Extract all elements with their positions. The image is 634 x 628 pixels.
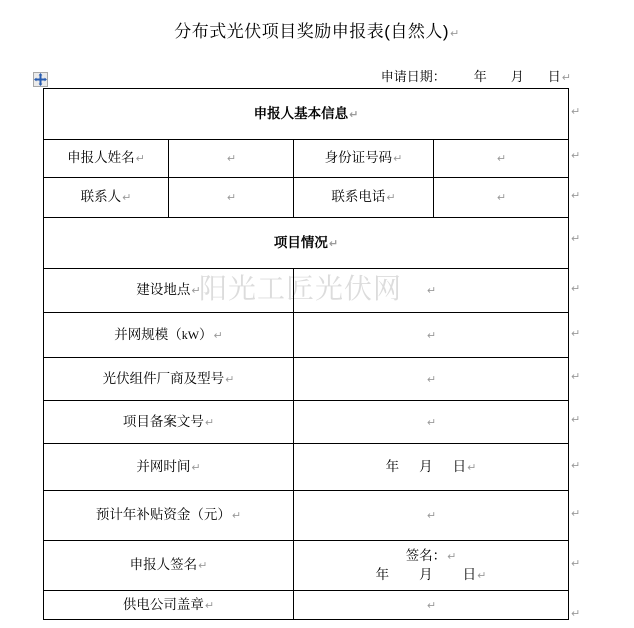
section-header-project-info: 项目情况↵	[44, 218, 569, 269]
paragraph-mark-icon: ↵	[426, 372, 437, 386]
signature-year: 年	[375, 566, 390, 582]
field-applicant-signature[interactable]	[294, 541, 569, 591]
table-row	[44, 178, 569, 218]
label-estimated-subsidy: 预计年补贴资金（元）↵	[44, 491, 294, 541]
paragraph-mark-icon: ↵	[426, 328, 437, 342]
paragraph-mark-icon: ↵	[204, 415, 215, 429]
field-applicant-name[interactable]	[169, 140, 294, 178]
paragraph-mark-icon: ↵	[393, 152, 403, 165]
paragraph-mark-icon: ↵	[571, 282, 581, 295]
application-form-table	[43, 88, 569, 620]
label-contact-person: 联系人↵	[44, 178, 169, 218]
label-power-company-seal: 供电公司盖章↵	[44, 591, 294, 620]
paragraph-mark-icon: ↵	[386, 191, 396, 204]
table-row	[44, 401, 569, 444]
paragraph-mark-icon: ↵	[571, 557, 581, 570]
paragraph-mark-icon: ↵	[191, 460, 201, 474]
table-move-handle-icon[interactable]	[33, 72, 48, 87]
label-pv-module-maker: 光伏组件厂商及型号↵	[44, 358, 294, 401]
paragraph-mark-icon: ↵	[328, 236, 339, 250]
field-grid-connection-date[interactable]	[294, 444, 569, 491]
paragraph-mark-icon: ↵	[226, 191, 237, 204]
grid-date-year: 年	[385, 458, 400, 474]
signature-month: 月	[419, 566, 433, 582]
table-row	[44, 491, 569, 541]
apply-date-day: 日	[547, 69, 561, 84]
paragraph-mark-icon: ↵	[426, 284, 437, 297]
paragraph-mark-icon: ↵	[571, 413, 581, 426]
table-row	[44, 313, 569, 358]
table-row	[44, 591, 569, 620]
paragraph-mark-icon: ↵	[225, 372, 235, 386]
paragraph-mark-icon: ↵	[447, 549, 457, 563]
page-title	[0, 20, 634, 46]
table-row	[44, 218, 569, 269]
field-contact-phone[interactable]	[434, 178, 569, 218]
row-end-marks	[571, 88, 591, 628]
signature-day: 日	[462, 566, 477, 582]
paragraph-mark-icon: ↵	[571, 149, 581, 162]
apply-date-month: 月	[510, 69, 524, 84]
paragraph-mark-icon: ↵	[135, 152, 145, 165]
field-power-company-seal[interactable]	[294, 591, 569, 620]
table-row	[44, 358, 569, 401]
unit-kw: kW	[181, 327, 200, 342]
field-estimated-subsidy[interactable]	[294, 491, 569, 541]
paragraph-mark-icon: ↵	[571, 507, 581, 520]
label-grid-capacity: 并网规模（kW）↵	[44, 313, 294, 358]
page-title-text: 分布式光伏项目奖励申报表(自然人)	[174, 22, 450, 41]
label-construction-site: 建设地点↵	[44, 269, 294, 313]
paragraph-mark-icon: ↵	[122, 191, 132, 204]
signature-label: 签名：	[405, 547, 447, 563]
label-id-number: 身份证号码↵	[294, 140, 434, 178]
paragraph-mark-icon: ↵	[496, 152, 507, 165]
field-contact-person[interactable]	[169, 178, 294, 218]
paragraph-mark-icon: ↵	[349, 107, 359, 121]
paragraph-mark-icon: ↵	[571, 189, 581, 202]
paragraph-mark-icon: ↵	[204, 598, 215, 612]
label-project-filing-no: 项目备案文号↵	[44, 401, 294, 444]
paragraph-mark-icon: ↵	[571, 327, 581, 340]
apply-date-year: 年	[473, 69, 487, 84]
apply-date-line	[43, 68, 571, 87]
paragraph-mark-icon: ↵	[561, 71, 571, 84]
field-project-filing-no[interactable]	[294, 401, 569, 444]
paragraph-mark-icon: ↵	[477, 568, 487, 582]
label-applicant-signature: 申报人签名↵	[44, 541, 294, 591]
paragraph-mark-icon: ↵	[496, 191, 507, 204]
field-pv-module-maker[interactable]	[294, 358, 569, 401]
label-applicant-name: 申报人姓名↵	[44, 140, 169, 178]
table-row	[44, 541, 569, 591]
paragraph-mark-icon: ↵	[571, 607, 581, 620]
paragraph-mark-icon: ↵	[213, 328, 223, 342]
paragraph-mark-icon: ↵	[426, 509, 437, 522]
paragraph-mark-icon: ↵	[571, 370, 581, 383]
table-row	[44, 140, 569, 178]
paragraph-mark-icon: ↵	[426, 415, 437, 429]
paragraph-mark-icon: ↵	[571, 232, 581, 245]
paragraph-mark-icon: ↵	[226, 152, 237, 165]
label-contact-phone: 联系电话↵	[294, 178, 434, 218]
grid-date-day: 日	[452, 458, 467, 474]
field-id-number[interactable]	[434, 140, 569, 178]
paragraph-mark-icon: ↵	[571, 105, 581, 118]
paragraph-mark-icon: ↵	[450, 27, 460, 40]
grid-date-month: 月	[419, 458, 433, 474]
watermark: 阳光工匠光伏网	[199, 273, 403, 304]
apply-date-label: 申请日期：	[380, 69, 446, 84]
table-row	[44, 444, 569, 491]
table-row	[44, 89, 569, 140]
paragraph-mark-icon: ↵	[426, 598, 437, 612]
field-grid-capacity[interactable]	[294, 313, 569, 358]
paragraph-mark-icon: ↵	[198, 559, 208, 572]
label-grid-connection-date: 并网时间↵	[44, 444, 294, 491]
section-header-applicant-info: 申报人基本信息↵	[44, 89, 569, 140]
paragraph-mark-icon: ↵	[467, 460, 477, 474]
field-construction-site[interactable]	[294, 269, 569, 313]
paragraph-mark-icon: ↵	[191, 284, 201, 297]
paragraph-mark-icon: ↵	[571, 459, 581, 472]
paragraph-mark-icon: ↵	[231, 509, 242, 522]
table-row	[44, 269, 569, 313]
